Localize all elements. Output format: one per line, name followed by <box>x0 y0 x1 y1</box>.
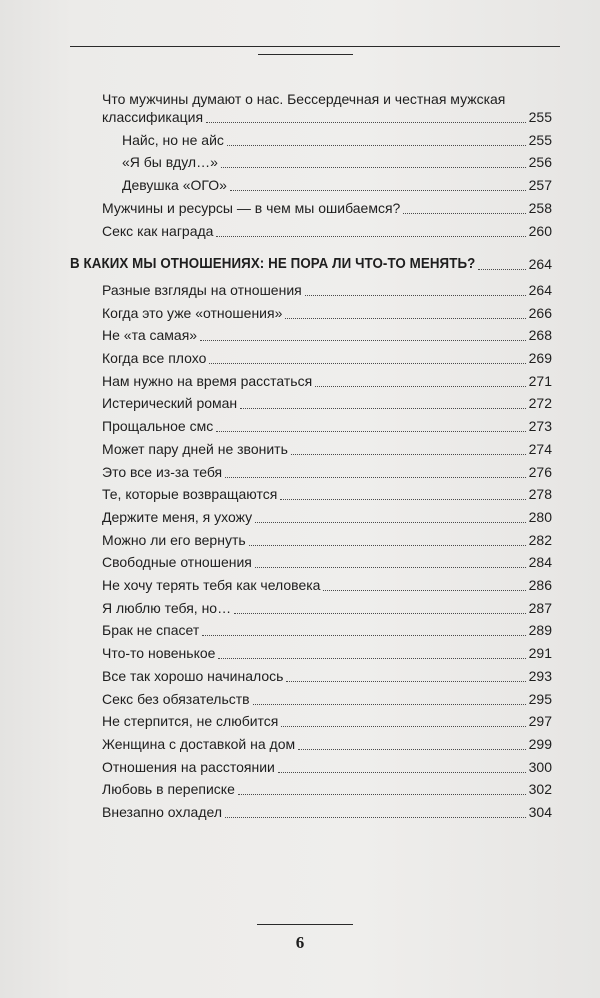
dot-leader <box>228 174 528 196</box>
toc-entry-page: 266 <box>528 304 552 321</box>
toc-entry-page: 297 <box>528 713 552 730</box>
toc-entry <box>0 129 600 151</box>
dot-leader <box>276 756 528 778</box>
toc-entry <box>0 302 600 324</box>
toc-entry-title: Любовь в переписке <box>102 781 235 798</box>
toc-entry-title: Когда все плохо <box>102 350 207 366</box>
toc-entry <box>0 574 600 596</box>
toc-entry <box>0 710 600 732</box>
toc-section-heading-title: В КАКИХ МЫ ОТНОШЕНИЯХ: НЕ ПОРА ЛИ ЧТО-ТО МЕНЯТЬ? <box>70 256 476 273</box>
toc-entry <box>0 619 600 641</box>
toc-entry-title-line2: классификация <box>102 109 204 125</box>
toc-entry-title: Брак не спасет <box>102 622 200 639</box>
toc-entry-page: 289 <box>528 622 552 639</box>
dot-leader <box>313 370 527 392</box>
toc-section-heading <box>0 253 600 275</box>
toc-entry-page: 269 <box>528 350 552 366</box>
toc-entry-title: Истерический роман <box>102 395 238 412</box>
toc-entry-title: Девушка «ОГО» <box>122 177 227 194</box>
toc-entry-title: Это все из-за тебя <box>102 463 223 480</box>
header-rule <box>70 46 560 47</box>
toc-entry-title: Что-то новенькое <box>102 645 216 662</box>
toc-entry-title: Нам нужно на время расстаться <box>102 372 313 389</box>
toc-entry-page: 255 <box>528 131 552 148</box>
dot-leader <box>216 642 527 664</box>
dot-leader <box>284 665 527 687</box>
dot-leader <box>289 438 528 460</box>
toc-entry-title: «Я бы вдул…» <box>122 154 218 171</box>
toc-entry-page: 293 <box>528 667 552 684</box>
toc-entry <box>0 642 600 664</box>
toc-entry-page: 304 <box>528 804 552 820</box>
toc-entry <box>0 461 600 483</box>
toc-entry-title: Не «та самая» <box>102 327 198 344</box>
toc-entry-page: 287 <box>528 599 552 616</box>
toc-entry-title: Можно ли его вернуть <box>102 531 246 548</box>
toc-entry-page: 276 <box>528 463 552 480</box>
toc-entry-title: Может пару дней не звонить <box>102 440 288 457</box>
dot-leader <box>278 483 527 505</box>
dot-leader <box>214 220 527 242</box>
toc-entry-title: Отношения на расстоянии <box>102 758 275 775</box>
toc-entry <box>0 551 600 573</box>
dot-leader <box>296 733 528 755</box>
dot-leader <box>219 151 528 173</box>
toc-entry <box>0 529 600 551</box>
toc-entry <box>0 174 600 196</box>
toc-entry-page: 274 <box>528 440 552 457</box>
toc-entry-page: 300 <box>528 758 552 775</box>
dot-leader <box>225 129 528 151</box>
toc-entry <box>0 392 600 414</box>
toc-entry <box>0 438 600 460</box>
toc-entry <box>0 279 600 301</box>
toc-entry <box>0 324 600 346</box>
toc-entry-page: 260 <box>528 222 552 239</box>
dot-leader <box>200 619 527 641</box>
toc-entry-page: 280 <box>528 508 552 525</box>
toc-entry-title: Секс как награда <box>102 222 214 239</box>
toc-entry-page: 268 <box>528 327 552 344</box>
toc-entry-title: Не стерпится, не слюбится <box>102 713 279 730</box>
dot-leader <box>236 778 528 800</box>
toc-entry <box>0 370 600 392</box>
dot-leader <box>207 347 527 369</box>
toc-entry-page: 302 <box>528 781 552 798</box>
toc-entry <box>0 506 600 528</box>
toc-entry <box>0 483 600 505</box>
dot-leader <box>476 253 527 275</box>
toc-entry-page: 264 <box>528 281 552 298</box>
dot-leader <box>321 574 527 596</box>
toc-entry-title: Свободные отношения <box>102 554 252 571</box>
toc-entry-page: 272 <box>528 395 552 412</box>
toc-entry <box>0 347 600 369</box>
toc-entry-page: 295 <box>528 690 552 707</box>
dot-leader <box>198 324 528 346</box>
toc-entry <box>0 197 600 219</box>
toc-entry-title: Мужчины и ресурсы — в чем мы ошибаемся? <box>102 199 401 216</box>
toc-entry-page: 286 <box>528 577 552 593</box>
toc-entry <box>0 151 600 173</box>
toc-entry-title: Разные взгляды на отношения <box>102 281 302 298</box>
toc-entry-page: 299 <box>528 735 552 752</box>
toc-entry-page: 258 <box>528 199 552 216</box>
toc-entry-title: Внезапно охладел <box>102 804 222 820</box>
dot-leader <box>253 506 528 528</box>
dot-leader <box>238 392 527 414</box>
toc-entry-page: 256 <box>528 154 552 171</box>
header-rule-short <box>258 54 353 55</box>
toc-entry-title: Секс без обязательств <box>102 690 250 707</box>
dot-leader <box>283 302 527 324</box>
dot-leader <box>303 279 528 301</box>
dot-leader <box>253 551 528 573</box>
toc-entry-title: Прощальное смс <box>102 418 214 435</box>
toc-entry-title: Женщина с доставкой на дом <box>102 735 296 752</box>
toc-entry-page: 284 <box>528 554 552 571</box>
toc-entry-title: Те, которые возвращаются <box>102 486 278 503</box>
toc-entry <box>0 220 600 242</box>
toc-entry-title-line1: Что мужчины думают о нас. Бессердечная и честная мужская <box>102 91 506 107</box>
toc-entry-title: Я люблю тебя, но… <box>102 599 232 616</box>
toc-entry <box>0 801 600 823</box>
toc-entry <box>0 778 600 800</box>
toc-entry-title: Найс, но не айс <box>122 131 224 148</box>
toc-entry-title: Не хочу терять тебя как человека <box>102 577 321 593</box>
dot-leader <box>204 106 528 128</box>
toc-entry-title: Все так хорошо начиналось <box>102 667 284 684</box>
toc-entry-page: 257 <box>528 177 552 194</box>
dot-leader <box>214 415 527 437</box>
dot-leader <box>247 529 528 551</box>
dot-leader <box>232 597 528 619</box>
toc-entry <box>0 597 600 619</box>
toc-entry-page: 278 <box>528 486 552 503</box>
page-number: 6 <box>295 933 305 952</box>
toc-entry-page: 291 <box>528 645 552 662</box>
toc-entry <box>0 665 600 687</box>
dot-leader <box>279 710 527 732</box>
toc-entry-page: 271 <box>528 372 552 389</box>
footer-rule <box>257 924 353 925</box>
toc-entry-page: 273 <box>528 418 552 435</box>
toc-entry-page: 282 <box>528 531 552 548</box>
toc-entry <box>0 415 600 437</box>
dot-leader <box>223 461 528 483</box>
dot-leader <box>251 688 528 710</box>
toc-section-heading-page: 264 <box>528 256 552 273</box>
toc-entry <box>0 688 600 710</box>
toc-entry <box>0 733 600 755</box>
dot-leader <box>223 801 528 823</box>
toc-entry-page: 255 <box>528 109 552 125</box>
toc-entry <box>0 106 600 128</box>
toc-entry-title: Когда это уже «отношения» <box>102 304 283 321</box>
toc-entry-title: Держите меня, я ухожу <box>102 508 253 525</box>
toc-entry <box>0 756 600 778</box>
dot-leader <box>401 197 527 219</box>
